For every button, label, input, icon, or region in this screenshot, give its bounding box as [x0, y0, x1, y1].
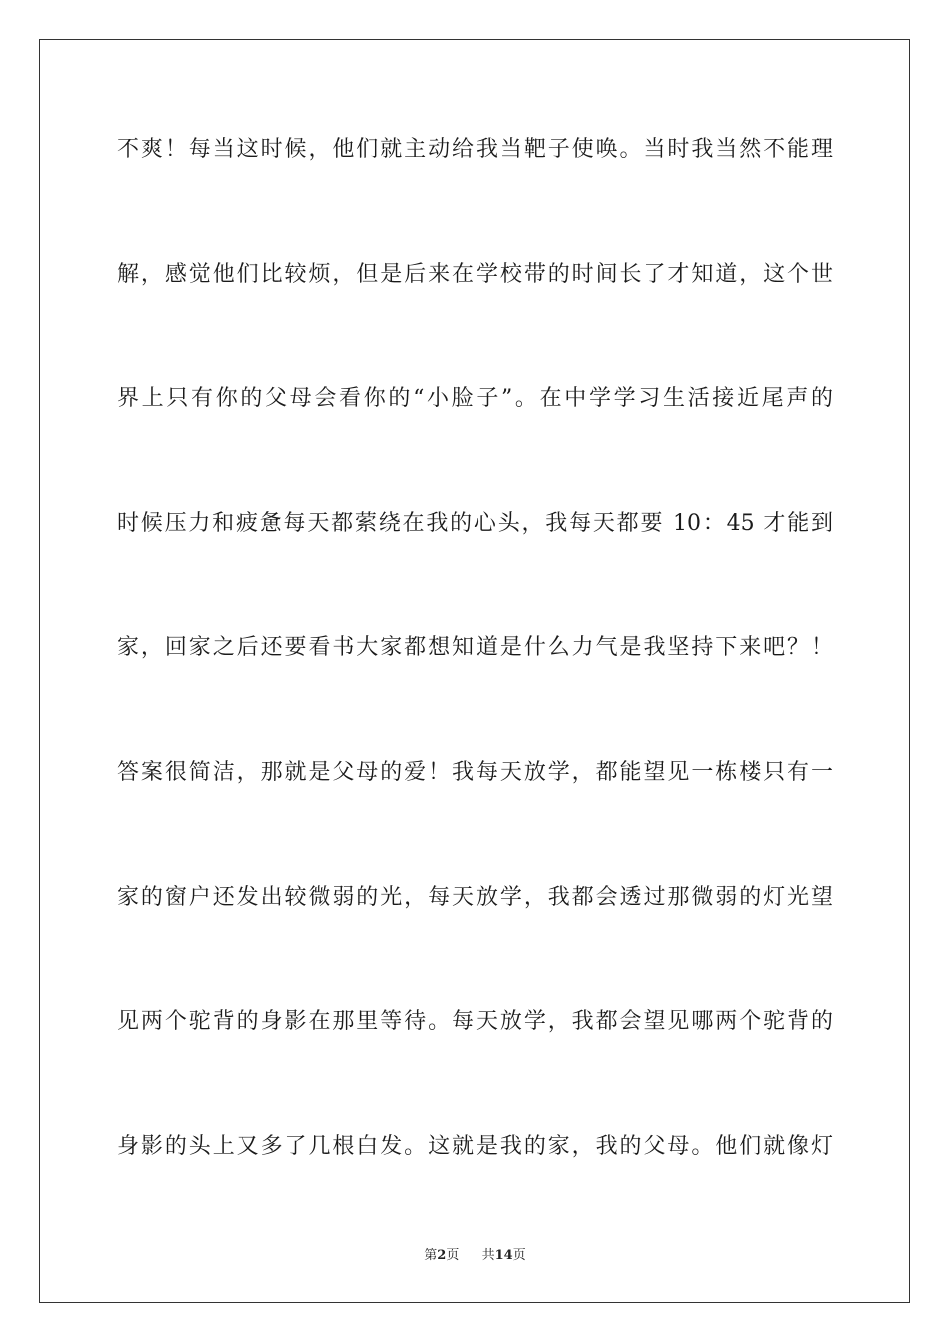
- page-border: [39, 39, 910, 1303]
- text-line: 家，回家之后还要看书大家都想知道是什么力气是我坚持下来吧？！: [117, 635, 833, 660]
- page-prefix: 第: [424, 1248, 438, 1263]
- total-count: 14: [494, 1248, 513, 1263]
- text-line: 解，感觉他们比较烦，但是后来在学校带的时间长了才知道，这个世: [117, 262, 833, 287]
- page-footer: [0, 1247, 950, 1265]
- text-line: 答案很简洁，那就是父母的爱！我每天放学，都能望见一栋楼只有一: [117, 760, 833, 785]
- text-line: 家的窗户还发出较微弱的光，每天放学，我都会透过那微弱的灯光望: [117, 885, 833, 910]
- page-number: [424, 1247, 459, 1265]
- text-line: 时候压力和疲惫每天都萦绕在我的心头，我每天都要 10：45 才能到: [117, 511, 833, 536]
- total-prefix: 共: [481, 1248, 495, 1263]
- page-total: [482, 1247, 526, 1265]
- text-line: 见两个驼背的身影在那里等待。每天放学，我都会望见哪两个驼背的: [117, 1009, 833, 1034]
- text-line: 身影的头上又多了几根白发。这就是我的家，我的父母。他们就像灯: [117, 1134, 833, 1159]
- page-current: 2: [437, 1248, 447, 1263]
- text-line: 界上只有你的父母会看你的“小脸子”。在中学学习生活接近尾声的: [117, 386, 833, 411]
- text-line: 不爽！每当这时候，他们就主动给我当靶子使唤。当时我当然不能理: [117, 137, 833, 162]
- page-suffix: 页: [446, 1248, 460, 1263]
- total-suffix: 页: [512, 1248, 526, 1263]
